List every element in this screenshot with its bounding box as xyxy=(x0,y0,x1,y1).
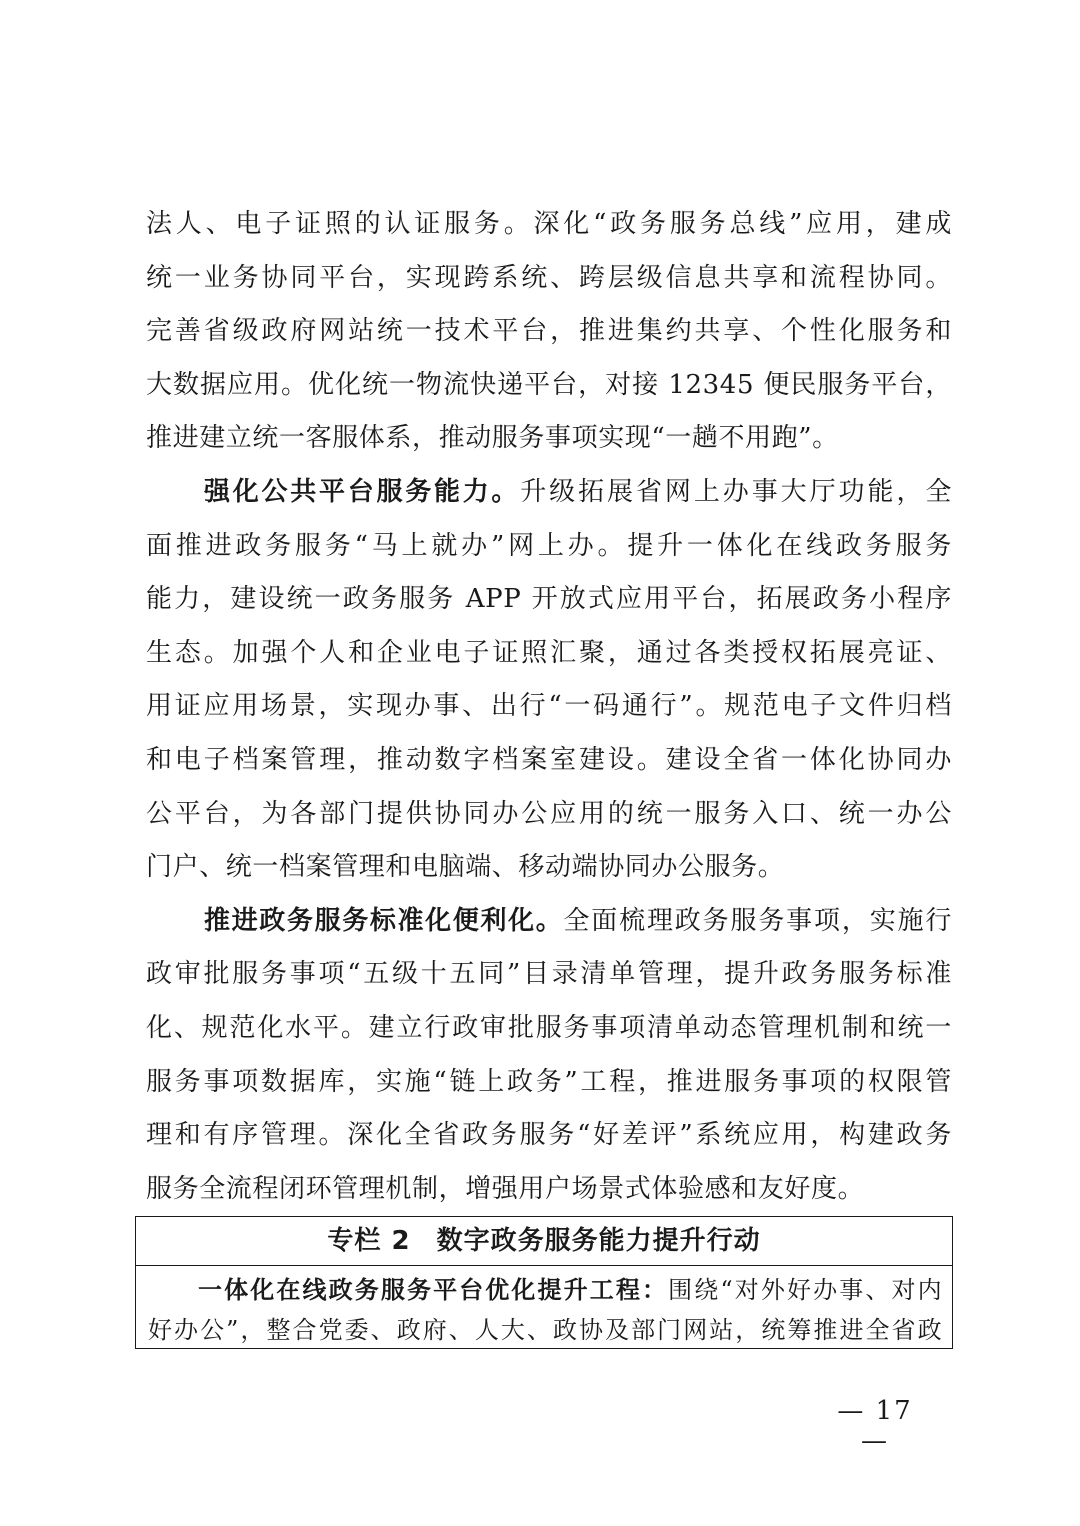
text-line xyxy=(148,1270,942,1310)
project-lead: 一体化在线政务服务平台优化提升工程： xyxy=(198,1276,669,1304)
text-line: 大数据应用。优化统一物流快递平台，对接 12345 便民服务平台， xyxy=(146,369,952,400)
paragraph-lead: 推进政务服务标准化便利化。 xyxy=(204,905,564,936)
paragraph-lead: 强化公共平台服务能力。 xyxy=(204,476,521,507)
text-line: 服务全流程闭环管理机制，增强用户场景式体验感和友好度。 xyxy=(146,1173,865,1204)
text-line: 推进建立统一客服体系，推动服务事项实现“一趟不用跑”。 xyxy=(146,423,839,454)
text-line: 政审批服务事项“五级十五同”目录清单管理，提升政务服务标准 xyxy=(146,959,952,990)
text-line: 公平台，为各部门提供协同办公应用的统一服务入口、统一办公 xyxy=(146,798,952,829)
text-line: 法人、电子证照的认证服务。深化“政务服务总线”应用，建成 xyxy=(146,209,952,239)
text-line: 理和有序管理。深化全省政务服务“好差评”系统应用，构建政务 xyxy=(146,1120,952,1151)
column-box-body xyxy=(136,1266,952,1350)
text-line: 好办公”，整合党委、政府、人大、政协及部门网站，统筹推进全省政 xyxy=(148,1316,942,1344)
column-label: 专栏 2 xyxy=(327,1226,411,1256)
column-box-title xyxy=(136,1217,952,1266)
text-line xyxy=(146,466,952,520)
text-line: 完善省级政府网站统一技术平台，推进集约共享、个性化服务和 xyxy=(146,316,952,347)
text-line: 和电子档案管理，推动数字档案室建设。建设全省一体化协同办 xyxy=(146,744,952,775)
text-line xyxy=(146,895,952,949)
page-number: — 17 — xyxy=(837,1396,913,1456)
text-line: 门户、统一档案管理和电脑端、移动端协同办公服务。 xyxy=(146,852,785,883)
text-line: 生态。加强个人和企业电子证照汇聚，通过各类授权拓展亮证、 xyxy=(146,637,952,668)
text-line: 服务事项数据库，实施“链上政务”工程，推进服务事项的权限管 xyxy=(146,1066,952,1097)
column-box xyxy=(135,1216,953,1349)
body-text xyxy=(146,198,952,1216)
text-span: 全面梳理政务服务事项，实施行 xyxy=(563,905,953,936)
text-line: 能力，建设统一政务服务 APP 开放式应用平台，拓展政务小程序 xyxy=(146,584,952,615)
text-line: 化、规范化水平。建立行政审批服务事项清单动态管理机制和统一 xyxy=(146,1012,952,1043)
paragraph-2 xyxy=(146,466,952,895)
text-line: 统一业务协同平台，实现跨系统、跨层级信息共享和流程协同。 xyxy=(146,262,952,293)
text-span: 围绕“对外好办事、对内 xyxy=(668,1276,942,1304)
text-line: 面推进政务服务“马上就办”网上办。提升一体化在线政务服务 xyxy=(146,530,952,561)
column-title-text: 数字政务服务能力提升行动 xyxy=(436,1226,761,1256)
paragraph-3 xyxy=(146,895,952,1217)
paragraph-1 xyxy=(146,198,952,466)
text-span: 升级拓展省网上办事大厅功能，全 xyxy=(520,476,952,507)
text-line: 用证应用场景，实现办事、出行“一码通行”。规范电子文件归档 xyxy=(146,691,952,722)
